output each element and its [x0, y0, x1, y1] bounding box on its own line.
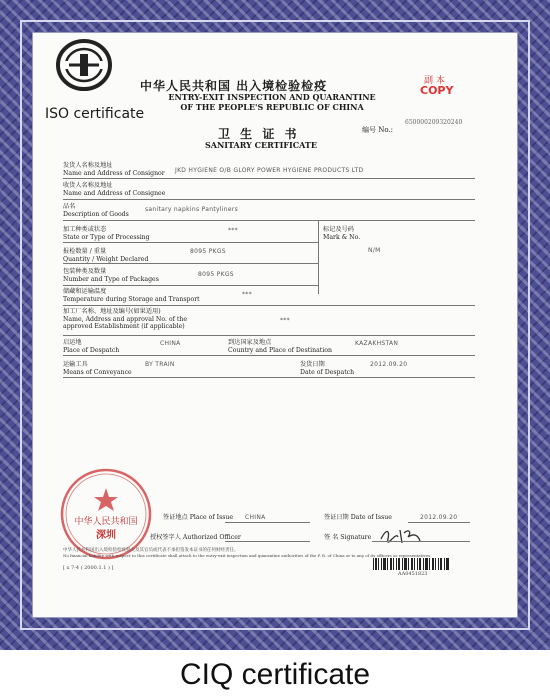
seal-city: 深圳 [96, 530, 116, 541]
barcode-icon [373, 558, 449, 570]
quantity-label-cn: 报检数量 / 重量 [63, 248, 107, 255]
divider [63, 285, 318, 286]
quantity-label-en: Quantity / Weight Declared [63, 255, 149, 263]
marks-label [323, 226, 360, 241]
temperature-label-en: Temperature during Storage and Transport [63, 295, 200, 303]
document-title-cn: 卫 生 证 书 [218, 127, 300, 141]
column-divider [318, 220, 319, 294]
divider [63, 335, 475, 336]
despatch-date-value: 2012.09.20 [370, 361, 408, 368]
ciq-logo-icon [55, 36, 113, 94]
place-issue-label: 签证地点 Place of Issue [163, 514, 234, 521]
destination-label-cn: 到达国家及地点 [228, 339, 272, 346]
date-issue-value: 2012.09.20 [420, 514, 458, 521]
establishment-label-cn: 加工厂名称、地址及编号(如果适用) [63, 308, 161, 315]
seal-text-cn: 中华人民共和国 [74, 517, 138, 527]
despatch-date-label [300, 361, 354, 376]
date-issue-label: 签证日期 Date of Issue [324, 514, 392, 521]
authority-title-en-line2: OF THE PEOPLE'S REPUBLIC OF CHINA [180, 102, 364, 112]
authority-title-en [147, 92, 397, 112]
barcode-number: AA0451823 [398, 571, 428, 577]
authority-title-en-line1: ENTRY-EXIT INSPECTION AND QUARANTINE [168, 92, 376, 102]
divider [63, 263, 318, 264]
goods-label-cn: 品名 [63, 203, 76, 210]
authority-title-cn: 中华人民共和国 出入境检验检疫 [140, 79, 328, 93]
despatch-date-label-en: Date of Despatch [300, 368, 355, 376]
consignee-label [63, 182, 165, 197]
quantity-label [63, 248, 148, 263]
processing-label [63, 226, 150, 241]
copy-stamp-cn: 副 本 [424, 76, 445, 86]
underline [225, 541, 310, 542]
packages-value: 8095 PKGS [198, 271, 234, 278]
consignor-label [63, 162, 165, 177]
packages-label-cn: 包装种类及数量 [63, 268, 107, 275]
divider [63, 305, 475, 306]
divider [63, 178, 475, 179]
divider [63, 355, 475, 356]
underline [408, 522, 470, 523]
place-issue-value: CHINA [245, 514, 266, 521]
document-title-en: SANITARY CERTIFICATE [205, 140, 317, 150]
establishment-value: *** [280, 317, 290, 324]
consignor-label-cn: 发货人名称及地址 [63, 162, 113, 169]
marks-value: N/M [368, 247, 381, 254]
authorized-officer-label: 授权签字人 Authorized Officer [150, 534, 241, 541]
form-code: [ x 7-4 ( 2000.1.1 ) ] [63, 565, 114, 571]
cert-number-value: 650000209320240 [405, 119, 463, 126]
despatch-place-label-cn: 启运地 [63, 339, 82, 346]
establishment-label-en2: approved Establishment (if applicable) [63, 323, 185, 330]
quantity-value: 8095 PKGS [190, 248, 226, 255]
disclaimer-cn: 中华人民共和国出入境检验检疫机关及其官员或代表不承担签发本证书的任何财经责任。 [63, 548, 239, 553]
destination-label-en: Country and Place of Destination [228, 346, 332, 354]
divider [63, 220, 475, 221]
packages-label-en: Number and Type of Packages [63, 275, 159, 283]
image-caption: CIQ certificate [0, 650, 550, 700]
underline [225, 522, 310, 523]
temperature-label [63, 288, 200, 303]
divider [63, 199, 475, 200]
conveyance-value: BY TRAIN [145, 361, 175, 368]
divider [63, 377, 475, 378]
processing-label-cn: 加工种类或状态 [63, 226, 107, 233]
processing-label-en: State or Type of Processing [63, 233, 150, 241]
consignee-label-en: Name and Address of Consignee [63, 189, 166, 197]
iso-certificate-label: ISO certificate [45, 106, 145, 122]
goods-label [63, 203, 129, 218]
destination-label [228, 339, 332, 354]
signature-label: 签 名 Signature [324, 534, 372, 541]
conveyance-label-en: Means of Conveyance [63, 368, 132, 376]
establishment-label [63, 308, 187, 331]
temperature-value: *** [242, 291, 252, 298]
temperature-label-cn: 储藏和运输温度 [63, 288, 107, 295]
cert-number-label: 编号 No.: [362, 126, 394, 134]
goods-value: sanitary napkins Pantyliners [145, 206, 239, 213]
copy-stamp-en: COPY [420, 84, 454, 97]
despatch-place-label-en: Place of Despatch [63, 346, 120, 354]
consignor-label-en: Name and Address of Consignor [63, 169, 165, 177]
packages-label [63, 268, 159, 283]
consignor-value: JKD HYGIENE O/B GLORY POWER HYGIENE PRODUCTS LTD [175, 167, 364, 174]
despatch-place-label [63, 339, 119, 354]
handwritten-signature-icon [378, 525, 424, 547]
despatch-place-value: CHINA [160, 340, 181, 347]
conveyance-label-cn: 运输工具 [63, 361, 88, 368]
consignee-label-cn: 收货人名称及地址 [63, 182, 113, 189]
divider [63, 242, 318, 243]
marks-label-en: Mark & No. [323, 233, 361, 241]
disclaimer-en: No financial liability with respect to this certificate shall attach to the entry-exit inspection and quarantine authorities of the P. R. of China or to any of its officers or representatives. [63, 553, 432, 558]
conveyance-label [63, 361, 132, 376]
despatch-date-label-cn: 发货日期 [300, 361, 325, 368]
marks-label-cn: 标记及号码 [323, 226, 354, 233]
destination-value: KAZAKHSTAN [355, 340, 399, 347]
goods-label-en: Description of Goods [63, 210, 129, 218]
establishment-label-en1: Name, Address and approval No. of the [63, 315, 187, 323]
underline [372, 541, 470, 542]
processing-value: *** [228, 227, 238, 234]
